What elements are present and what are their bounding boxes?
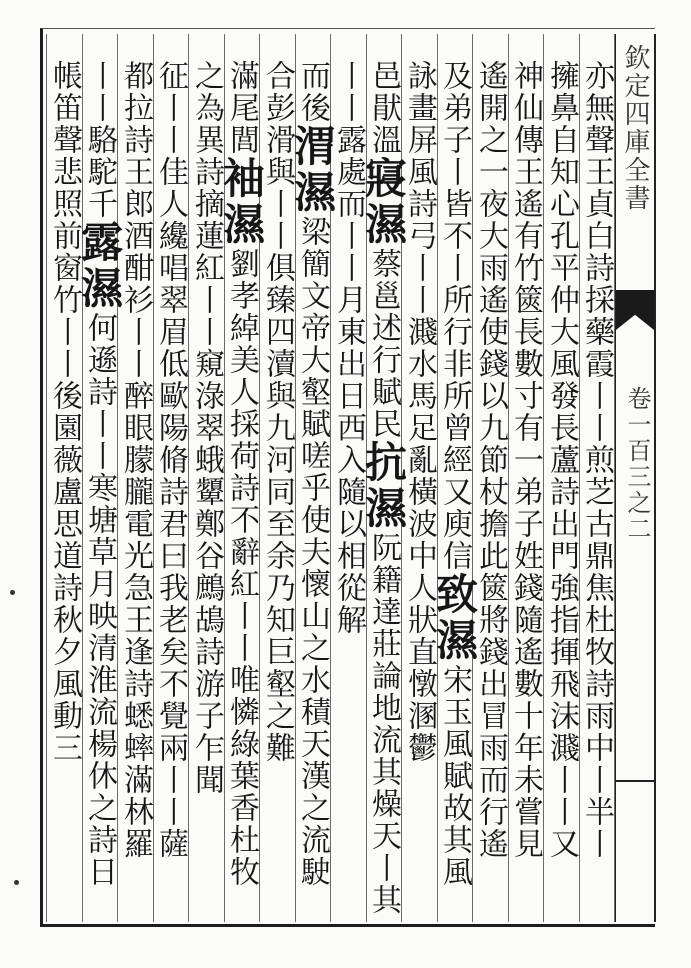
text-column — [430, 60, 479, 910]
text-column — [186, 60, 226, 910]
column-text: 而後 — [295, 60, 330, 124]
paper-speck — [10, 590, 15, 595]
column-text: 帳笛聲悲 — [47, 60, 82, 188]
text-column — [359, 60, 408, 916]
column-text: 詩摘蓮紅丨丨窺淥翠蛾顰鄭谷鷓鴣詩游子乍聞 — [189, 156, 224, 796]
column-text: 何遜詩丨丨寒塘草月映清淮流楊休之詩日 — [82, 312, 117, 888]
text-column — [541, 60, 581, 910]
text-column — [44, 60, 84, 910]
column-text: 丨丨露處而丨丨月東出日西入隨以相從解 — [331, 60, 366, 636]
entry-heading: 抗濕 — [359, 440, 408, 532]
margin-volume-label: 卷一百三之二 — [623, 386, 651, 542]
column-text: 梁簡文帝大壑賦嗟乎使夫懷山之水積天漢之流駛 — [295, 216, 330, 888]
column-text: 宋玉風賦故其風 — [437, 664, 472, 888]
paper-speck — [14, 880, 19, 885]
column-text: 蔡邕述行賦民 — [366, 248, 401, 440]
column-text: 及弟子丨皆不丨所行非所曾經又庾信 — [437, 60, 472, 572]
column-text: 合 — [260, 60, 295, 92]
column-text: 邑猒溫 — [366, 60, 401, 156]
column-text: 擁鼻自知心孔平仲大風發長蘆詩出門強指揮飛沫濺丨丨又 — [544, 60, 579, 860]
margin-rule — [616, 780, 654, 782]
column-text: 丨丨駱駝千 — [82, 60, 117, 220]
text-column — [115, 60, 155, 910]
text-column — [75, 60, 124, 910]
entry-heading: 寢濕 — [359, 156, 408, 248]
entry-heading: 致濕 — [430, 572, 479, 664]
entry-heading: 露濕 — [75, 220, 124, 312]
column-text: 遙開之一夜大雨遙使錢以九節杖擔此篋將錢出冒雨而行遙 — [473, 60, 508, 860]
entry-heading: 袖濕 — [217, 156, 266, 248]
column-text: 滿尾閭 — [224, 60, 259, 156]
column-text: 之為異 — [189, 60, 224, 156]
column-text: 神仙傳王遙有竹篋長數寸有一弟子姓錢隨遙數十年未嘗見 — [508, 60, 543, 860]
column-text: 阮籍達莊論地流其燥天丨其 — [366, 532, 401, 916]
column-text: 詠畫屏風詩弓丨丨濺水馬足亂橫波 — [402, 60, 437, 540]
margin-rule — [654, 34, 656, 922]
margin-book-title: 欽定四庫全書 — [620, 44, 650, 212]
column-text: 亦無聲王貞白詩採藥霞丨丨煎芝古鼎焦杜牧詩雨中丨半丨 — [579, 60, 614, 860]
column-text: 照前窗竹丨丨後園薇盧思道詩秋夕風動三 — [47, 188, 82, 764]
column-text: 劉孝綽美人採荷詩不辭紅丨丨唯憐綠葉香杜牧 — [224, 248, 259, 888]
text-column — [470, 60, 510, 910]
text-column — [150, 60, 190, 910]
text-column — [217, 60, 266, 910]
text-column — [288, 60, 337, 910]
column-text: 彭滑與丨丨俱臻四瀆與九河同至余乃知巨壑之難 — [260, 92, 295, 764]
text-column — [505, 60, 545, 910]
column-text: 都拉詩王郎酒酣衫丨丨醉眼朦朧電光急王逢詩蟋蟀滿林羅 — [118, 60, 153, 860]
column-text: 征丨丨佳人纔唱翠眉低歐陽脩詩君曰我老矣不覺兩丨丨薩 — [153, 60, 188, 860]
text-column — [576, 60, 616, 910]
entry-heading: 渭濕 — [288, 124, 337, 216]
column-text: 中人狀直憞溷鬱 — [402, 540, 437, 764]
